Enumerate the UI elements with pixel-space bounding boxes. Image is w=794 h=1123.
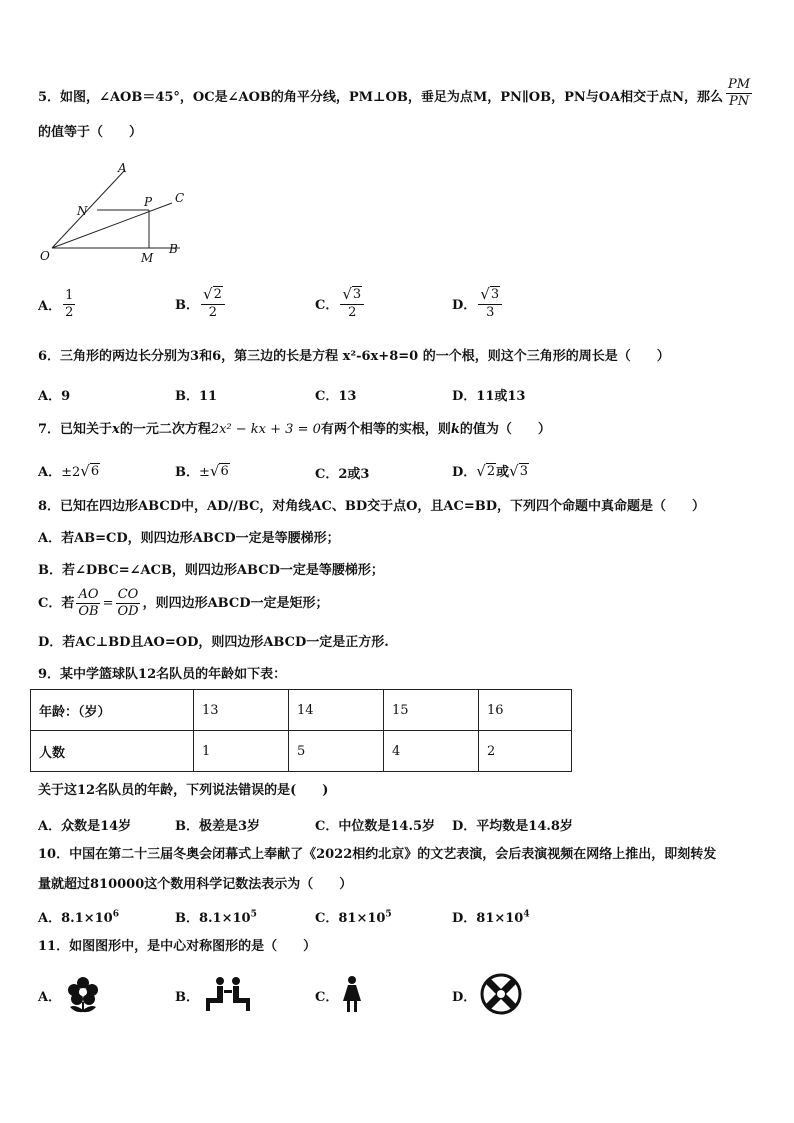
q7-option-d[interactable]: D． √ 2 或 √ 3 — [452, 462, 528, 480]
q6-stem: 6．三角形的两边长分别为3和6，第三边的长是方程 x²-6x+8=0 的一个根，则这个三角形的周长是（ ） — [38, 349, 670, 364]
label-a: A — [118, 161, 127, 175]
q9-option-b[interactable]: B．极差是3岁 — [175, 819, 261, 834]
label-c: C — [175, 191, 185, 205]
q5-option-d[interactable]: D． √ 3 3 — [452, 286, 504, 321]
q7-option-b[interactable]: B．± √ 6 — [175, 462, 229, 480]
label-m: M — [141, 251, 154, 265]
q8-option-a[interactable]: A．若AB=CD，则四边形ABCD一定是等腰梯形； — [38, 531, 340, 546]
q10-option-b[interactable]: B．$8.1\times 10^5$ — [175, 909, 257, 926]
q5-stem — [38, 89, 723, 107]
q8-option-c[interactable]: C．若 $\frac{AO}{OB}$ = $\frac{CO}{OD}$ ，则四边形ABCD一定是矩形； — [38, 587, 329, 619]
woman-figure-icon — [340, 975, 364, 1013]
q5-figure — [30, 158, 200, 268]
q5-frac-den: PN — [728, 94, 750, 109]
q5-option-b[interactable]: B． √ 2 2 — [175, 286, 227, 321]
q10-option-a[interactable]: A．$8.1\times 10^6$ — [38, 909, 119, 926]
q9-option-d[interactable]: D．平均数是14.8岁 — [452, 819, 573, 834]
q6-option-c[interactable]: C．13 — [315, 389, 357, 404]
circle-x-icon — [480, 973, 522, 1015]
q5-fraction — [724, 77, 754, 110]
q5-option-c[interactable]: C． √ 3 2 — [315, 286, 366, 321]
label-n: N — [77, 204, 88, 218]
q8-option-b[interactable]: B．若∠DBC=∠ACB，则四边形ABCD一定是等腰梯形； — [38, 563, 384, 578]
q7-option-c[interactable]: C．2或3 — [315, 467, 370, 482]
q8-stem: 8．已知在四边形ABCD中，AD//BC，对角线AC、BD交于点O，且AC=BD，下列四个命题中真命题是（ ） — [38, 499, 706, 514]
label-p: P — [144, 195, 153, 209]
table-row: 人数 1 5 4 2 — [31, 731, 572, 772]
q11-option-b[interactable]: B． — [175, 990, 199, 1005]
table-row: 年龄：（岁） 13 14 15 16 — [31, 690, 572, 731]
q5-text2: 的值等于（ ） — [38, 125, 143, 140]
two-people-sitting-icon — [204, 976, 252, 1012]
q7-option-a[interactable]: A．±2 √ 6 — [38, 462, 100, 480]
q11-option-c[interactable]: C． — [315, 990, 339, 1005]
q11-option-d[interactable]: D． — [452, 990, 477, 1005]
q10-option-d[interactable]: D．$81\times 10^4$ — [452, 909, 530, 926]
q6-option-d[interactable]: D．11或13 — [452, 389, 526, 404]
q10-option-c[interactable]: C．$81\times 10^5$ — [315, 909, 392, 926]
q5-option-a[interactable]: A． $\frac{1}{2}$ — [38, 288, 74, 320]
label-o: O — [40, 249, 50, 263]
q11-stem: 11．如图图形中，是中心对称图形的是（ ） — [38, 939, 317, 954]
q9-option-c[interactable]: C．中位数是14.5岁 — [315, 819, 436, 834]
q10-stem-line1: 10．中国在第二十三届冬奥会闭幕式上奉献了《2022相约北京》的文艺表演，会后表演视频在网络上推出，即刻转发 — [38, 847, 717, 862]
ray-oa — [52, 170, 125, 248]
age-table — [30, 689, 572, 772]
q10-stem-line2: 量就超过810000这个数用科学记数法表示为（ ） — [38, 877, 353, 892]
q11-option-a[interactable]: A． — [38, 990, 62, 1005]
q6-option-a[interactable]: A．9 — [38, 389, 71, 404]
label-b: B — [169, 242, 178, 256]
q8-option-d[interactable]: D．若AC⊥BD且AO=OD，则四边形ABCD一定是正方形. — [38, 635, 389, 650]
flower-icon — [64, 974, 102, 1014]
q6-option-b[interactable]: B．11 — [175, 389, 218, 404]
q9-stem: 9．某中学篮球队12名队员的年龄如下表： — [38, 667, 287, 682]
q5-frac-num: PM — [728, 77, 751, 92]
q9-text2: 关于这12名队员的年龄，下列说法错误的是( ) — [38, 783, 329, 798]
q9-option-a[interactable]: A．众数是14岁 — [38, 819, 132, 834]
q7-stem: 7．已知关于x的一元二次方程2x² − kx + 3 = 0有两个相等的实根，则k的值为（ ） — [38, 422, 551, 437]
q5-text: 5．如图，∠AOB＝45°，OC是∠AOB的角平分线，PM⊥OB，垂足为点M，PN∥OB，PN与OA相交于点N，那么 — [38, 90, 724, 105]
